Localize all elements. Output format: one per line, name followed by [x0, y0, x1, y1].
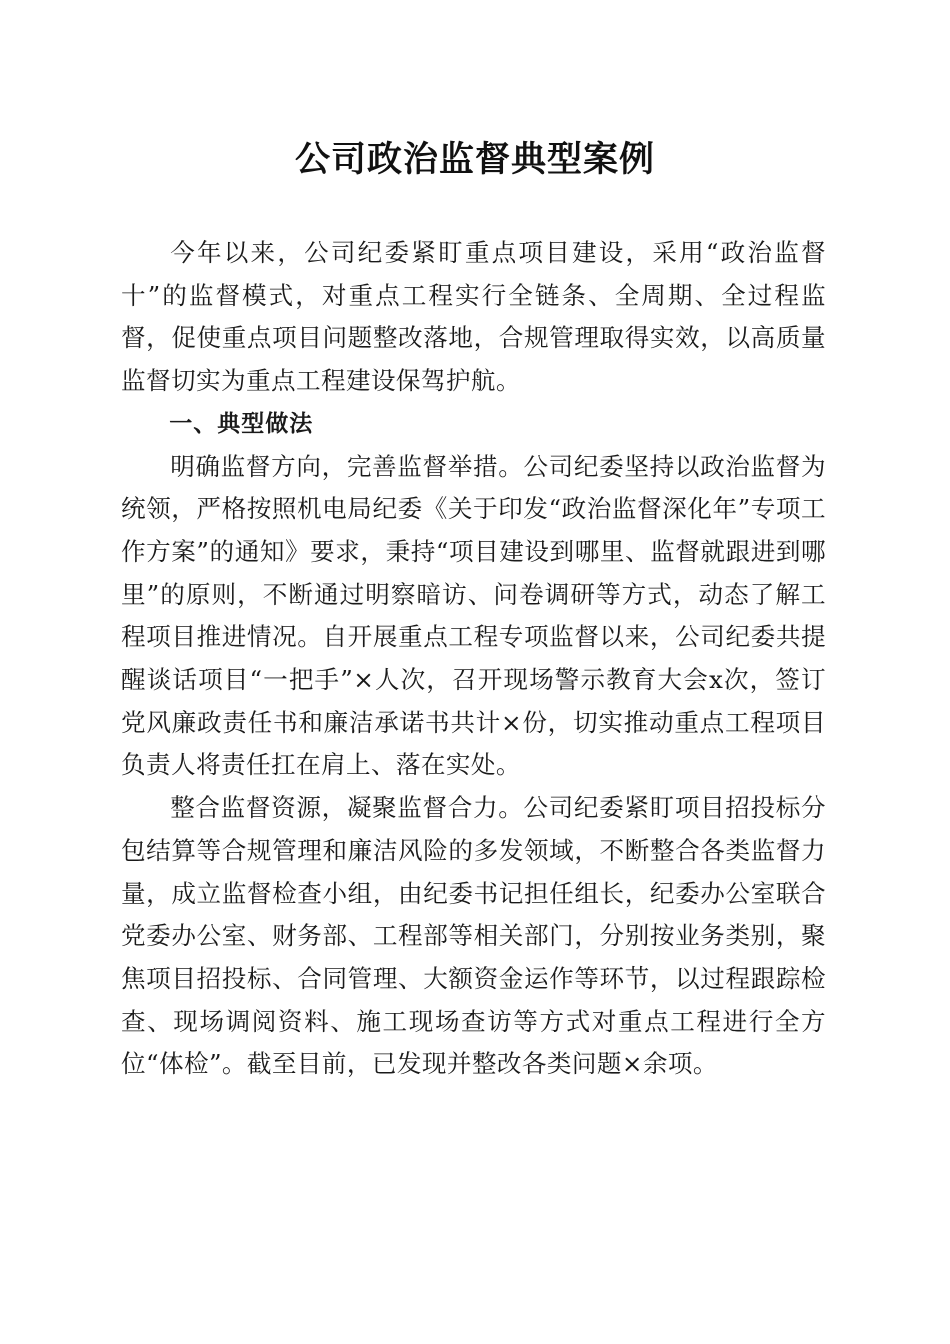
- intro-paragraph: 今年以来，公司纪委紧盯重点项目建设，采用“政治监督十”的监督模式，对重点工程实行全链条、全周期、全过程监督，促使重点项目问题整改落地，合规管理取得实效，以高质量监督切实为重点工程建设保驾护航。: [121, 238, 826, 396]
- paragraph-supervision-direction: 明确监督方向，完善监督举措。公司纪委坚持以政治监督为统领，严格按照机电局纪委《关于印发“政治监督深化年”专项工作方案”的通知》要求，秉持“项目建设到哪里、监督就跟进到哪里”的原则，不断通过明察暗访、问卷调研等方式，动态了解工程项目推进情况。自开展重点工程专项监督以来，公司纪委共提醒谈话项目“一把手”×人次，召开现场警示教育大会x次，签订党风廉政责任书和廉洁承诺书共计×份，切实推动重点工程项目负责人将责任扛在肩上、落在实处。: [121, 451, 826, 780]
- section-heading-typical-practices: 一、典型做法: [169, 410, 314, 437]
- document-body: [121, 232, 826, 1086]
- document-title: 公司政治监督典型案例: [294, 140, 655, 180]
- paragraph-supervision-resources: 整合监督资源，凝聚监督合力。公司纪委紧盯项目招投标分包结算等合规管理和廉洁风险的多发领域，不断整合各类监督力量，成立监督检查小组，由纪委书记担任组长，纪委办公室联合党委办公室、财务部、工程部等相关部门，分别按业务类别，聚焦项目招投标、合同管理、大额资金运作等环节，以过程跟踪检查、现场调阅资料、施工现场查访等方式对重点工程进行全方位“体检”。截至目前，已发现并整改各类问题×余项。: [121, 793, 826, 1079]
